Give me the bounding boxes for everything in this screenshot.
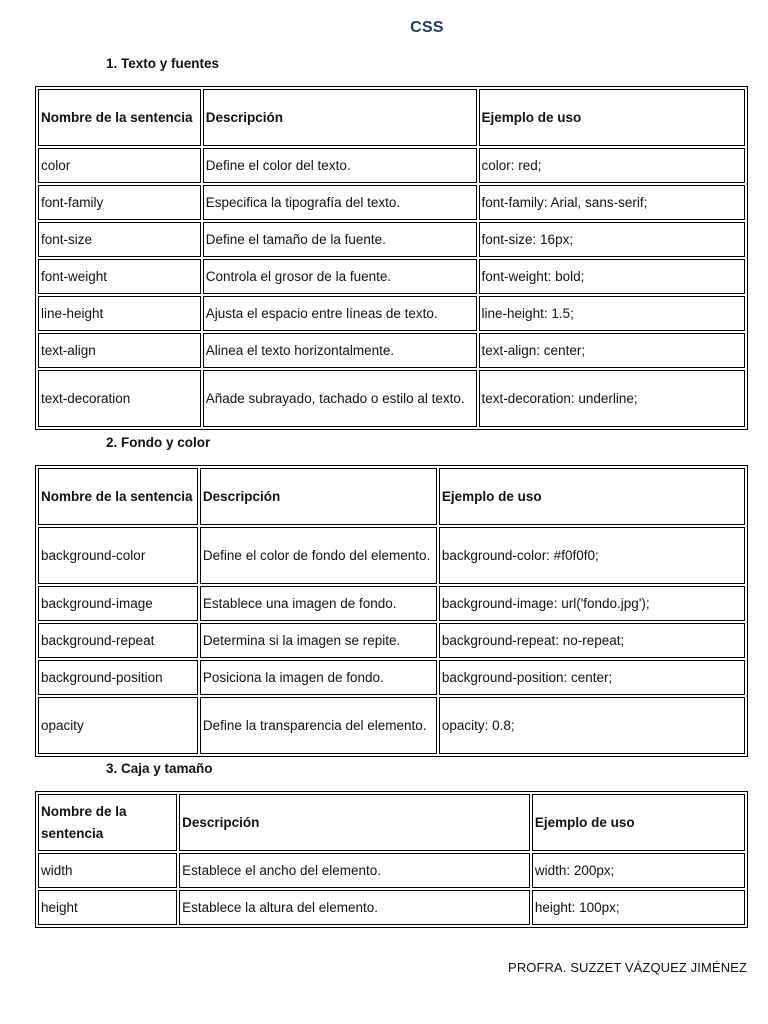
property-example: font-size: 16px; xyxy=(479,222,745,257)
property-description: Alinea el texto horizontalmente. xyxy=(203,333,477,368)
property-example: height: 100px; xyxy=(532,890,745,925)
property-name: opacity xyxy=(38,697,198,754)
column-header: Ejemplo de uso xyxy=(439,468,745,525)
property-description: Establece la altura del elemento. xyxy=(179,890,530,925)
table-row xyxy=(38,527,745,584)
page-title: CSS xyxy=(410,19,444,36)
footer-author: PROFRA. SUZZET VÁZQUEZ JIMÉNEZ xyxy=(508,960,747,975)
section-heading-caja-y-tamano: 3. Caja y tamaño xyxy=(106,761,213,776)
table-row xyxy=(38,333,745,368)
property-description: Define el color de fondo del elemento. xyxy=(200,527,437,584)
table-row xyxy=(38,370,745,427)
property-example: color: red; xyxy=(479,148,745,183)
property-example: opacity: 0.8; xyxy=(439,697,745,754)
property-name: width xyxy=(38,853,177,888)
property-name: background-repeat xyxy=(38,623,198,658)
property-name: text-decoration xyxy=(38,370,201,427)
property-description: Añade subrayado, tachado o estilo al texto. xyxy=(203,370,477,427)
section-heading-texto-y-fuentes: 1. Texto y fuentes xyxy=(106,56,220,71)
column-header: Nombre de la sentencia xyxy=(38,468,198,525)
property-name: text-align xyxy=(38,333,201,368)
property-example: width: 200px; xyxy=(532,853,745,888)
table-row xyxy=(38,259,745,294)
column-header: Descripción xyxy=(179,794,530,851)
table-row xyxy=(38,890,745,925)
table-fondo-y-color xyxy=(35,465,748,757)
property-example: font-family: Arial, sans-serif; xyxy=(479,185,745,220)
property-name: background-color xyxy=(38,527,198,584)
property-description: Define el color del texto. xyxy=(203,148,477,183)
property-description: Posiciona la imagen de fondo. xyxy=(200,660,437,695)
property-example: background-repeat: no-repeat; xyxy=(439,623,745,658)
table-row xyxy=(38,586,745,621)
column-header: Ejemplo de uso xyxy=(479,89,745,146)
property-example: background-image: url('fondo.jpg'); xyxy=(439,586,745,621)
table-row xyxy=(38,660,745,695)
table-header-row xyxy=(38,794,745,851)
table-header-row xyxy=(38,468,745,525)
table-caja-y-tamano xyxy=(35,791,748,928)
property-description: Especifica la tipografía del texto. xyxy=(203,185,477,220)
property-description: Define la transparencia del elemento. xyxy=(200,697,437,754)
property-name: color xyxy=(38,148,201,183)
table-row xyxy=(38,697,745,754)
table-row xyxy=(38,296,745,331)
property-example: background-color: #f0f0f0; xyxy=(439,527,745,584)
table-row xyxy=(38,185,745,220)
property-description: Establece el ancho del elemento. xyxy=(179,853,530,888)
table-row xyxy=(38,222,745,257)
property-name: background-position xyxy=(38,660,198,695)
property-name: line-height xyxy=(38,296,201,331)
property-example: text-align: center; xyxy=(479,333,745,368)
property-name: font-family xyxy=(38,185,201,220)
property-example: background-position: center; xyxy=(439,660,745,695)
property-description: Define el tamaño de la fuente. xyxy=(203,222,477,257)
table-texto-y-fuentes xyxy=(35,86,748,430)
property-name: font-weight xyxy=(38,259,201,294)
column-header: Descripción xyxy=(203,89,477,146)
column-header: Ejemplo de uso xyxy=(532,794,745,851)
property-name: font-size xyxy=(38,222,201,257)
section-heading-fondo-y-color: 2. Fondo y color xyxy=(106,435,211,450)
table-row xyxy=(38,623,745,658)
property-name: height xyxy=(38,890,177,925)
property-example: font-weight: bold; xyxy=(479,259,745,294)
column-header: Nombre de la sentencia xyxy=(38,89,201,146)
property-example: line-height: 1.5; xyxy=(479,296,745,331)
table-row xyxy=(38,148,745,183)
property-description: Determina si la imagen se repite. xyxy=(200,623,437,658)
property-name: background-image xyxy=(38,586,198,621)
property-description: Ajusta el espacio entre líneas de texto. xyxy=(203,296,477,331)
column-header: Descripción xyxy=(200,468,437,525)
column-header: Nombre de la sentencia xyxy=(38,794,177,851)
table-row xyxy=(38,853,745,888)
table-header-row xyxy=(38,89,745,146)
property-description: Controla el grosor de la fuente. xyxy=(203,259,477,294)
property-description: Establece una imagen de fondo. xyxy=(200,586,437,621)
property-example: text-decoration: underline; xyxy=(479,370,745,427)
